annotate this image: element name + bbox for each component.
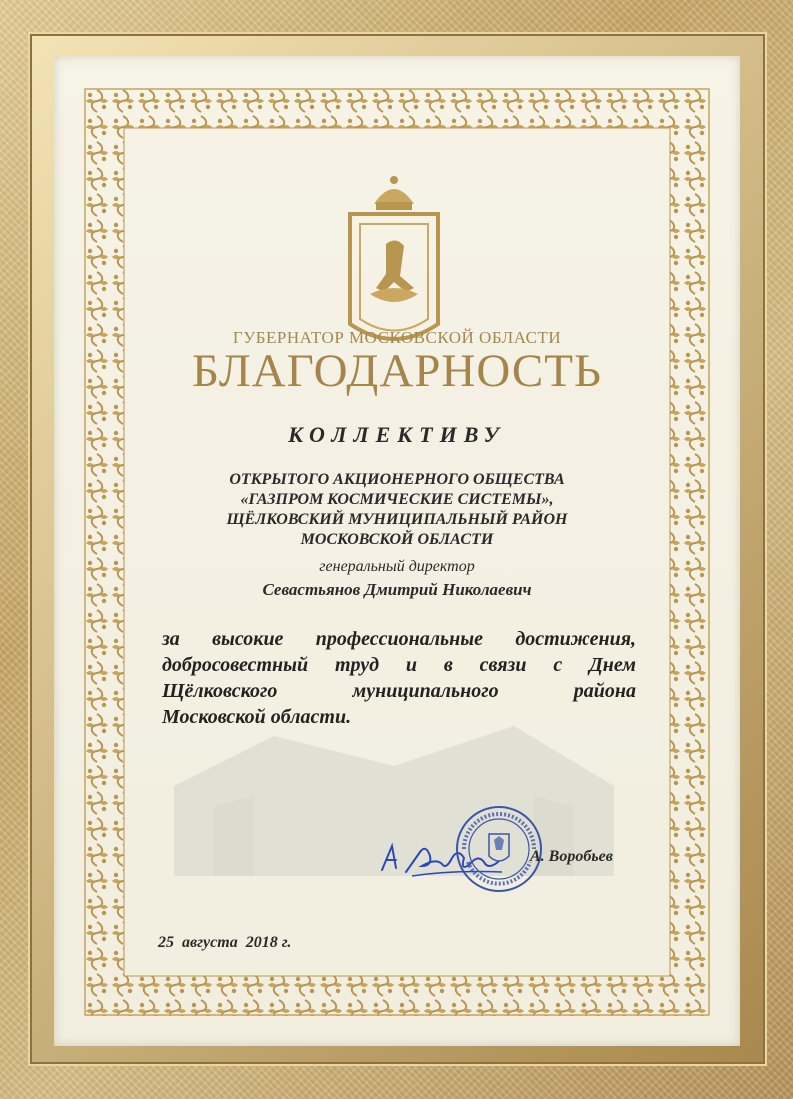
signer-name: А. Воробьев [530, 848, 613, 865]
director-role: генеральный директор [319, 558, 475, 575]
organization-name [54, 470, 740, 550]
addressee: КОЛЛЕКТИВУ [288, 422, 506, 447]
certificate-paper [54, 56, 740, 1046]
issuer-title: ГУБЕРНАТОР МОСКОВСКОЙ ОБЛАСТИ [232, 328, 562, 347]
director-name: Севастьянов Дмитрий Николаевич [262, 580, 532, 599]
reason-line: Московской области. [162, 706, 352, 728]
award-reason [162, 626, 636, 730]
organization-line: «ГАЗПРОМ КОСМИЧЕСКИЕ СИСТЕМЫ», [240, 491, 554, 508]
issue-date: 25 августа 2018 г. [158, 934, 292, 951]
reason-line: добросовестный труд и в связи с Днем [162, 654, 636, 676]
document-title: БЛАГОДАРНОСТЬ [192, 345, 602, 397]
organization-line: ОТКРЫТОГО АКЦИОНЕРНОГО ОБЩЕСТВА [229, 471, 565, 488]
organization-line: ЩЁЛКОВСКИЙ МУНИЦИПАЛЬНЫЙ РАЙОН [226, 511, 568, 528]
organization-line: МОСКОВСКОЙ ОБЛАСТИ [300, 531, 494, 548]
reason-line: за высокие профессиональные достижения, [162, 628, 636, 650]
reason-line: Щёлковского муниципального района [162, 680, 636, 702]
